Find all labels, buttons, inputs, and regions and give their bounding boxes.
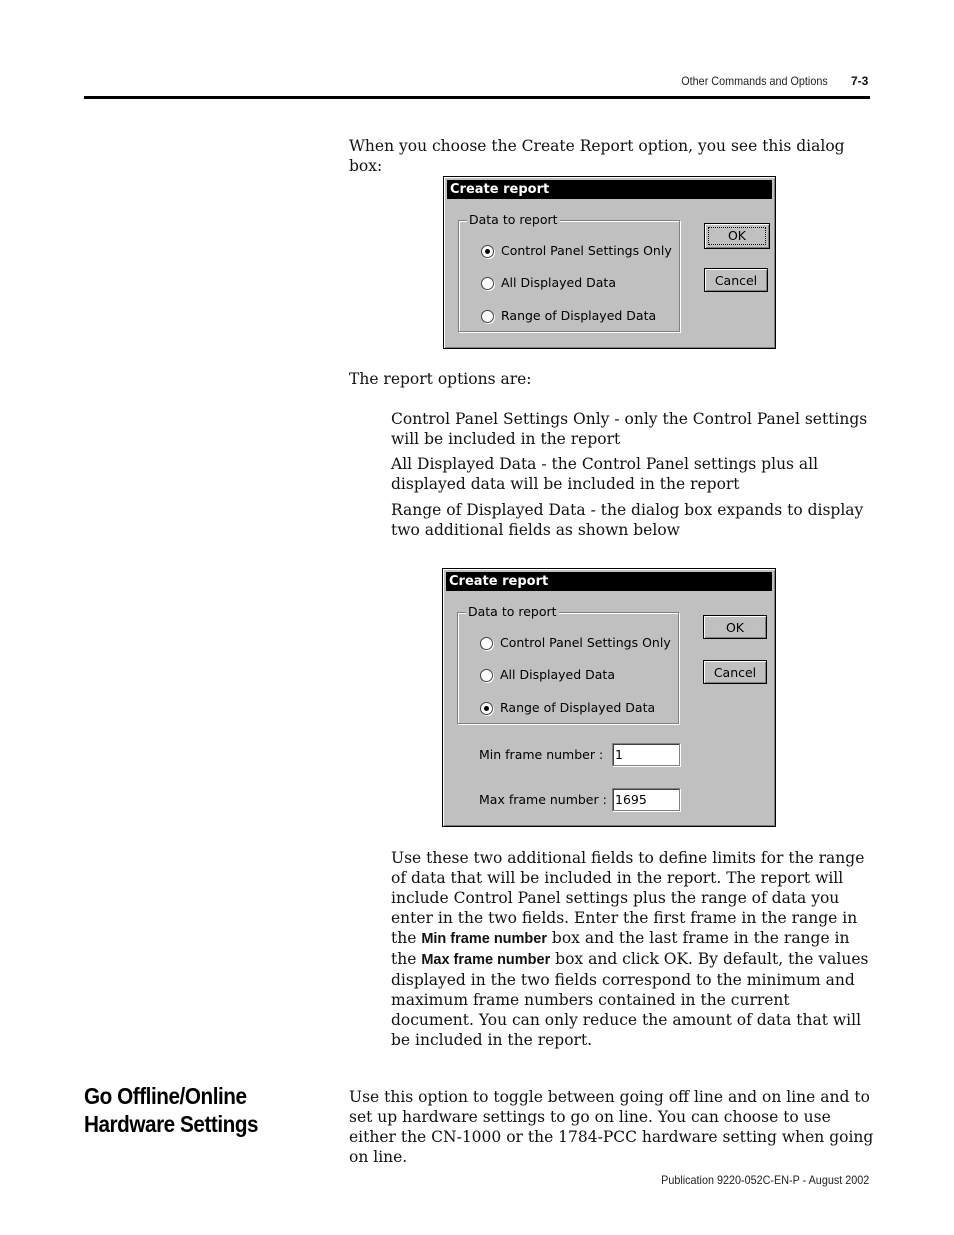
radio-label: All Displayed Data: [500, 667, 615, 682]
group-label: Data to report: [468, 604, 557, 619]
header-page-number: 7-3: [851, 74, 869, 88]
options-intro: The report options are:: [349, 370, 532, 388]
section-heading: Go Offline/Online Hardware Settings: [84, 1083, 259, 1137]
cancel-button[interactable]: Cancel: [704, 268, 768, 292]
data-to-report-group: [458, 212, 680, 332]
radio-control-panel-settings[interactable]: [480, 635, 671, 651]
radio-button[interactable]: [480, 637, 493, 650]
min-frame-number-term: Min frame number: [421, 931, 547, 947]
explanation-text-3: box and click OK. By default, the values displayed in the two fields correspond to the minimum and maximum frame numbers contained in the current document. You can only reduce the amount of data that will be included in the report.: [391, 950, 869, 1049]
radio-label: Control Panel Settings Only: [501, 243, 672, 258]
option-description-1: Control Panel Settings Only - only the Control Panel settings will be included in the report: [391, 410, 868, 448]
dialog-title: Create report: [447, 180, 772, 199]
radio-all-displayed-data[interactable]: [481, 275, 616, 291]
max-frame-label: Max frame number :: [479, 792, 607, 807]
min-frame-label: Min frame number :: [479, 747, 604, 762]
radio-label: Control Panel Settings Only: [500, 635, 671, 650]
section-body: Use this option to toggle between going off line and on line and to set up hardware settings to go on line. You can choose to use either the CN-1000 or the 1784-PCC hardware setting when going on line.: [349, 1088, 874, 1166]
footer-publication: Publication 9220-052C-EN-P - August 2002: [660, 1173, 869, 1187]
create-report-dialog-1: [443, 176, 776, 349]
max-frame-input[interactable]: 1695: [612, 788, 680, 811]
intro-text: When you choose the Create Report option, you see this dialog box:: [349, 137, 845, 175]
radio-all-displayed-data[interactable]: [480, 667, 615, 683]
radio-range-of-displayed-data[interactable]: [481, 308, 656, 324]
header-rule: [84, 96, 870, 99]
group-label: Data to report: [469, 212, 558, 227]
radio-button[interactable]: [481, 277, 494, 290]
radio-button[interactable]: [480, 669, 493, 682]
ok-button-label: OK: [708, 227, 766, 245]
create-report-dialog-2: [442, 568, 776, 827]
radio-range-of-displayed-data[interactable]: [480, 700, 655, 716]
ok-button[interactable]: OK: [703, 615, 767, 639]
max-frame-number-term: Max frame number: [421, 952, 551, 968]
radio-label: Range of Displayed Data: [500, 700, 656, 715]
radio-button[interactable]: [481, 310, 494, 323]
ok-button[interactable]: [704, 223, 770, 249]
explanation-text-2: box and the last frame in the range in the: [391, 929, 850, 968]
min-frame-input[interactable]: 1: [612, 743, 680, 766]
explanation-text-1: Use these two additional fields to define limits for the range of data that will be included in the report. The report will include Control Panel settings plus the range of data you enter in the two fields. Enter the first frame in the range in the: [391, 849, 865, 947]
explanation-paragraph: [391, 848, 869, 1050]
option-description-3: Range of Displayed Data - the dialog box expands to display two additional fields as shown below: [391, 501, 864, 539]
radio-button[interactable]: [481, 245, 494, 258]
radio-label: All Displayed Data: [501, 275, 616, 290]
option-description-2: All Displayed Data - the Control Panel settings plus all displayed data will be included in the report: [391, 455, 819, 493]
dialog-title: Create report: [446, 572, 772, 591]
radio-control-panel-settings[interactable]: [481, 243, 672, 259]
header-section-title: Other Commands and Options: [681, 74, 828, 88]
data-to-report-group: [457, 604, 679, 724]
radio-button[interactable]: [480, 702, 493, 715]
radio-label: Range of Displayed Data: [501, 308, 657, 323]
cancel-button[interactable]: Cancel: [703, 660, 767, 684]
